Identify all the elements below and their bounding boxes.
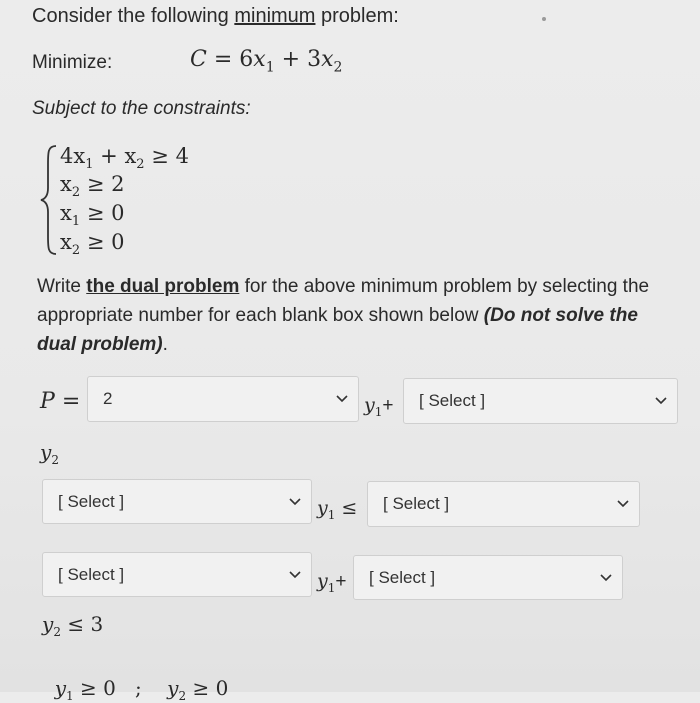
nonnegativity-constraints: $y_1 \ge 0$ ; $y_2 \ge 0$ [54, 676, 229, 703]
select-constraint1-coefficient[interactable]: [ Select ] [42, 479, 312, 524]
instruction-text: Write the dual problem for the above minimum problem by selecting the appropriate number for each blank box shown below (Do not solve the dual problem). [37, 276, 650, 355]
select-p-coefficient[interactable]: 2 [87, 376, 359, 422]
chevron-down-icon [655, 397, 667, 405]
constraint1-y1-le: $y_1$ ≤ [317, 497, 358, 522]
decorative-dot [542, 17, 546, 21]
constraint-2: $x_2 \ge 2$ [60, 172, 125, 201]
dual-y2-label: $y_2$ [40, 440, 59, 467]
dual-y1-term: $y_1+$ [364, 394, 394, 419]
chevron-down-icon [600, 574, 612, 582]
select-y1-objective[interactable]: [ Select ] [403, 378, 678, 424]
select-constraint2-y1-coefficient[interactable]: [ Select ] [353, 555, 623, 600]
minimize-label: Minimize: [32, 52, 113, 73]
chevron-down-icon [289, 571, 301, 579]
constraint-1: $4x_1 + x_2 \ge 4$ [60, 144, 189, 173]
constraint-3: $x_1 \ge 0$ [60, 201, 125, 230]
constraint2-rhs: $y_2 \le 3$ [42, 612, 104, 639]
constraints-title: Subject to the constraints: [32, 98, 251, 119]
chevron-down-icon [617, 500, 629, 508]
dual-objective-label: P = [40, 389, 81, 414]
intro-text: Consider the following minimum problem: [32, 5, 399, 27]
constraint-brace [40, 144, 60, 256]
chevron-down-icon [289, 498, 301, 506]
select-constraint2-coefficient[interactable]: [ Select ] [42, 552, 312, 597]
constraint2-y1-plus: $y_1+$ [317, 570, 347, 595]
dual-problem-link[interactable]: the dual problem [86, 276, 240, 297]
select-constraint1-rhs[interactable]: [ Select ] [367, 481, 640, 527]
chevron-down-icon [336, 395, 348, 403]
constraint-4: $x_2 \ge 0$ [60, 230, 125, 259]
objective-function: $C = 6x_1 + 3x_2$ [190, 47, 343, 76]
